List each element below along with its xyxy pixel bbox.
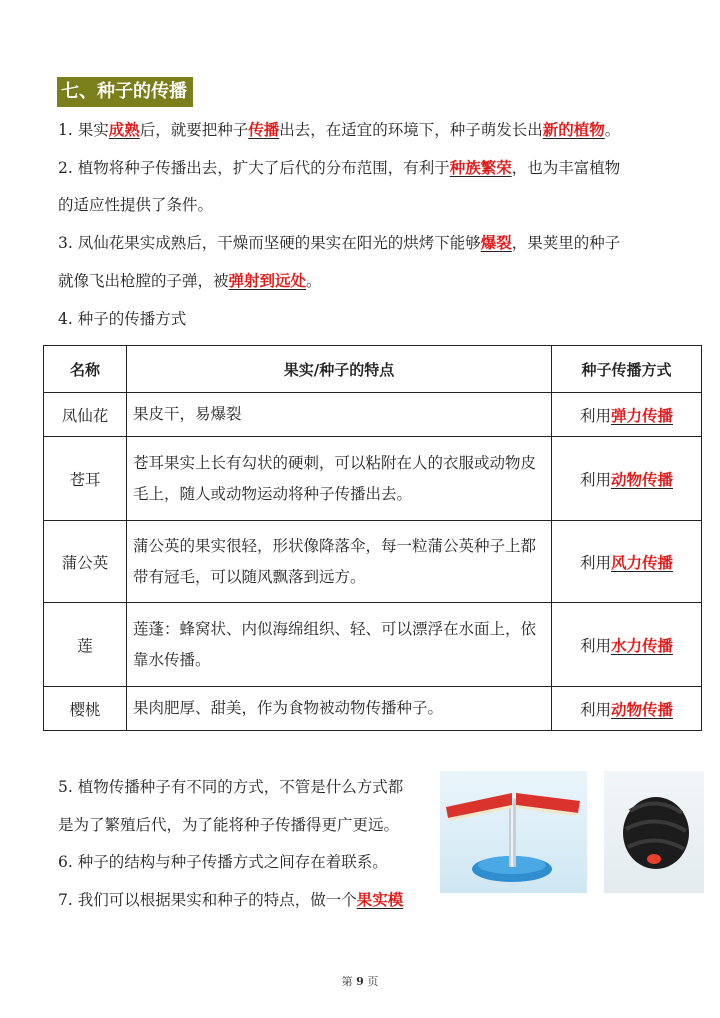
- point-4: 4. 种子的传播方式: [58, 310, 187, 328]
- dispersal-method: 利用动物传播: [552, 687, 702, 731]
- section-title: 七、种子的传播: [57, 77, 193, 107]
- plant-feature: 果肉肥厚、甜美，作为食物被动物传播种子。: [127, 687, 552, 731]
- plant-feature: 莲蓬：蜂窝状、内似海绵组织、轻、可以漂浮在水面上，依靠水传播。: [127, 603, 552, 687]
- header-method: 种子传播方式: [552, 346, 702, 393]
- plant-feature: 苍耳果实上长有勾状的硬刺，可以粘附在人的衣服或动物皮毛上，随人或动物运动将种子传播出去。: [127, 437, 552, 521]
- point-5-line-2: 是为了繁殖后代，为了能将种子传播得更广更远。: [58, 816, 400, 834]
- point-7: 7. 我们可以根据果实和种子的特点，做一个果实模: [58, 890, 404, 909]
- dispersal-method: 利用水力传播: [552, 603, 702, 687]
- point-2-line-1: 2. 植物将种子传播出去，扩大了后代的分布范围，有利于种族繁荣，也为丰富植物: [58, 158, 621, 177]
- point-3-line-1: 3. 凤仙花果实成熟后，干燥而坚硬的果实在阳光的烘烤下能够爆裂，果荚里的种子: [58, 233, 621, 252]
- plant-name: 樱桃: [44, 687, 127, 731]
- point-6: 6. 种子的结构与种子传播方式之间存在着联系。: [58, 853, 388, 871]
- plant-name: 莲: [44, 603, 127, 687]
- fruit-model-photo: [604, 771, 704, 893]
- plant-name: 苍耳: [44, 437, 127, 521]
- point-2-line-2: 的适应性提供了条件。: [58, 196, 214, 214]
- point-5-line-1: 5. 植物传播种子有不同的方式，不管是什么方式都: [58, 778, 404, 796]
- dispersal-method: 利用弹力传播: [552, 393, 702, 437]
- table-row: [44, 603, 702, 687]
- plant-name: 凤仙花: [44, 393, 127, 437]
- page-number: 第 9 页: [341, 975, 379, 988]
- table-row: [44, 521, 702, 603]
- dispersal-method: 利用风力传播: [552, 521, 702, 603]
- plant-feature: 蒲公英的果实很轻，形状像降落伞，每一粒蒲公英种子上都带有冠毛，可以随风飘落到远方。: [127, 521, 552, 603]
- header-name: 名称: [44, 346, 127, 393]
- dispersal-table: [43, 345, 702, 731]
- header-feature: 果实/种子的特点: [127, 346, 552, 393]
- plant-feature: 果皮干，易爆裂: [127, 393, 552, 437]
- table-row: [44, 687, 702, 731]
- plant-name: 蒲公英: [44, 521, 127, 603]
- point-3-line-2: 就像飞出枪膛的子弹，被弹射到远处。: [58, 271, 322, 290]
- table-row: [44, 437, 702, 521]
- dispersal-method: 利用动物传播: [552, 437, 702, 521]
- table-row: [44, 393, 702, 437]
- seed-model-photo: [440, 771, 587, 893]
- table-header-row: [44, 346, 702, 393]
- point-1: 1. 果实成熟后，就要把种子传播出去，在适宜的环境下，种子萌发长出新的植物。: [58, 120, 621, 139]
